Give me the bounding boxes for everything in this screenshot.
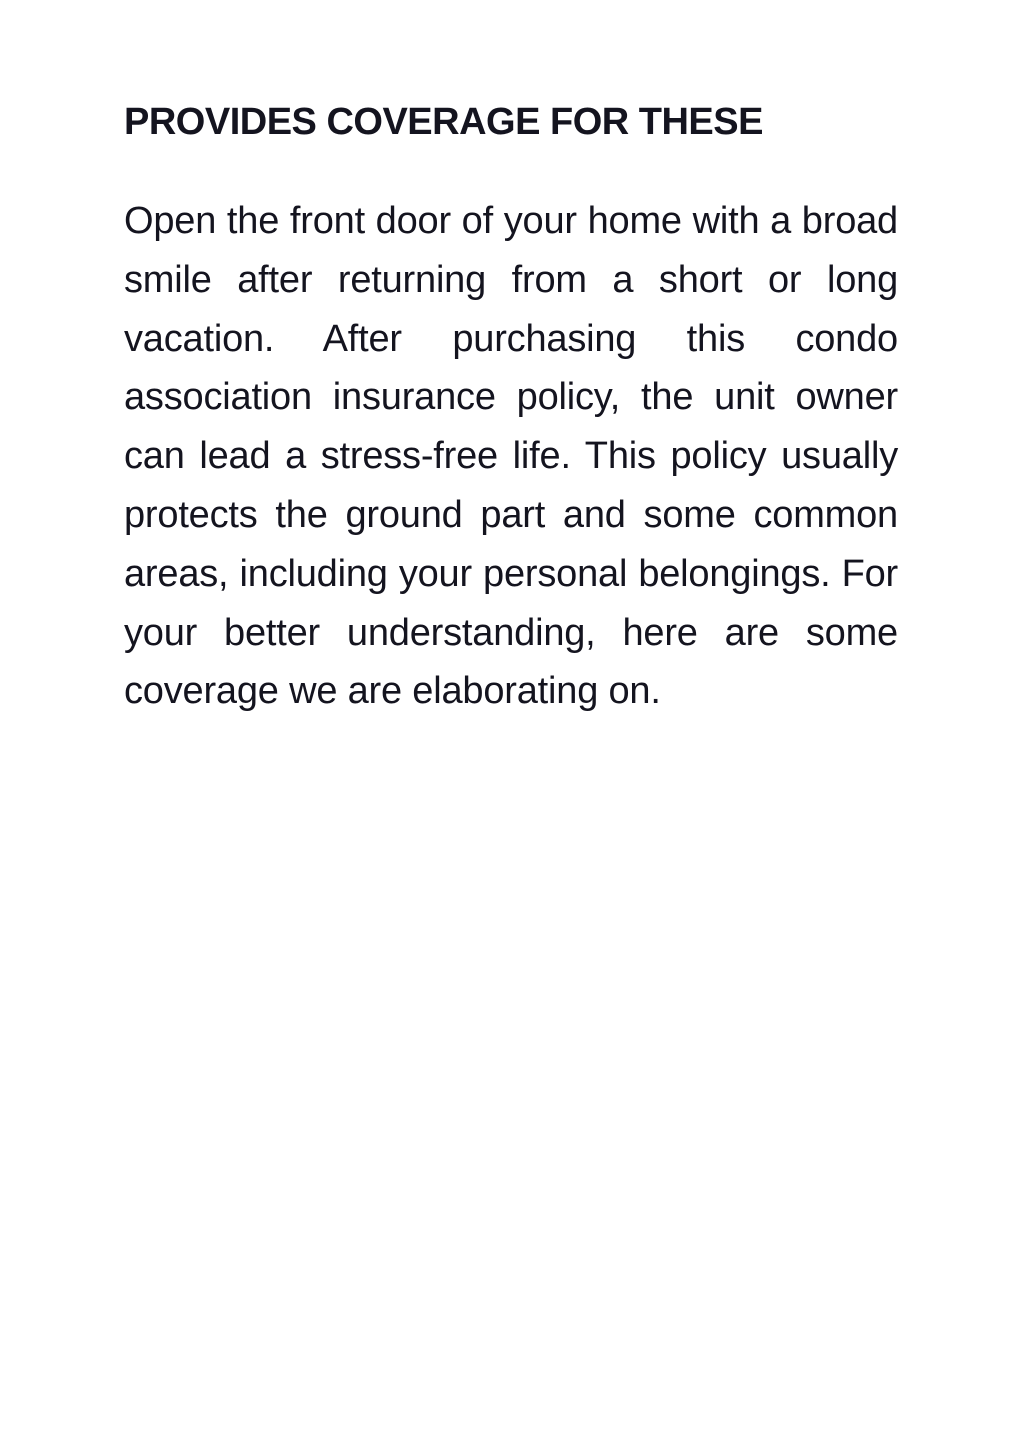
- body-paragraph: Open the front door of your home with a broad smile after returning from a short or long vacation. After purchasing this condo association insurance policy, the unit owner can lead a stress-free life. This policy usually protects the ground part and some common areas, including your personal belongings. For your better understanding, here are some coverage we are elaborating on.: [124, 200, 898, 713]
- section-heading: PROVIDES COVERAGE FOR THESE: [124, 101, 763, 143]
